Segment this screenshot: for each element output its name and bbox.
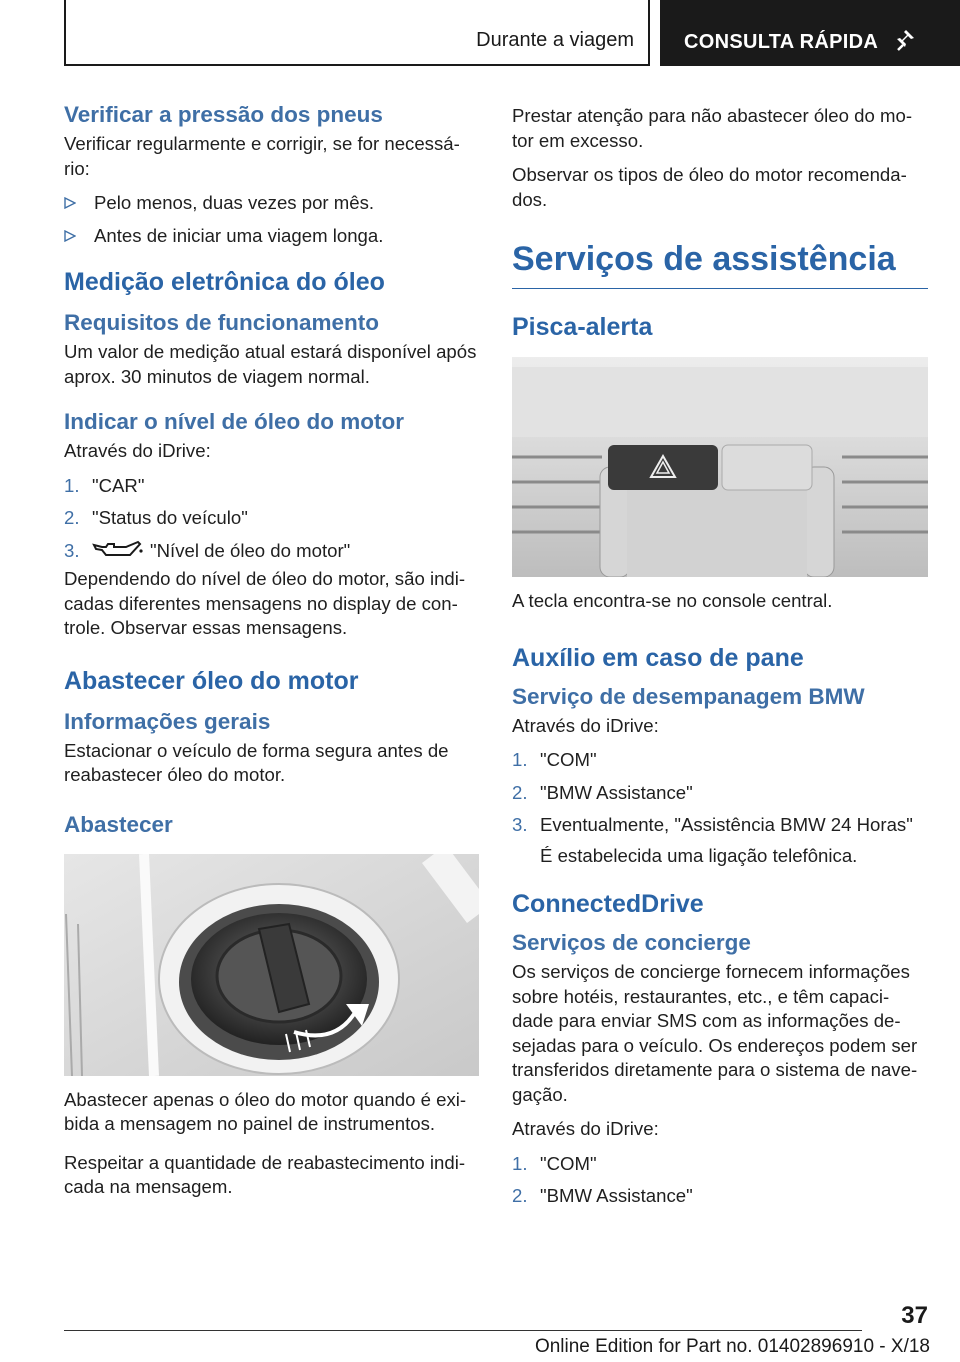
list-item (512, 1184, 928, 1209)
step-text: "Status do veículo" (92, 507, 248, 528)
step-number: 1. (512, 1152, 528, 1174)
step-number: 3. (64, 539, 80, 561)
step-text: Eventualmente, "Assistência BMW 24 Horas" (540, 814, 913, 835)
footer-divider (64, 1330, 862, 1331)
step-number: 3. (512, 814, 528, 835)
oil-filler-cap-photo (64, 854, 479, 1076)
bmw-breakdown-steps (512, 748, 928, 838)
step-number: 2. (512, 1185, 528, 1206)
concierge-heading: Serviços de concierge (512, 930, 751, 955)
step-text: "COM" (540, 749, 597, 770)
section-title: Durante a viagem (476, 29, 634, 51)
page-header (0, 0, 960, 66)
right-column (512, 100, 928, 1217)
connecteddrive-heading: ConnectedDrive (512, 890, 704, 918)
list-item (64, 474, 479, 499)
list-item (64, 191, 479, 216)
hazard-lights-heading: Pisca-alerta (512, 313, 653, 341)
refill-text-1: Abastecer apenas o óleo do motor quando é exi-bida a mensagem no painel de instrumentos. (64, 1088, 467, 1134)
left-column (64, 100, 479, 1200)
oil-types-text: Observar os tipos de óleo do motor recomenda-dos. (512, 164, 907, 210)
tire-pressure-list (64, 191, 479, 248)
refill-heading: Abastecer (64, 811, 173, 837)
quick-reference-label: CONSULTA RÁPIDA (684, 31, 879, 53)
list-item (64, 506, 479, 531)
step-number: 1. (512, 749, 528, 770)
step-number: 1. (64, 474, 80, 496)
refill-text-2: Respeitar a quantidade de reabastecimento indi-cada na mensagem. (64, 1151, 466, 1197)
bmw-breakdown-result: É estabelecida uma ligação telefônica. (540, 844, 858, 866)
bmw-breakdown-heading: Serviço de desempanagem BMW (512, 683, 865, 709)
step-text: "CAR" (92, 474, 145, 496)
concierge-intro: Através do iDrive: (512, 1118, 659, 1139)
bmw-breakdown-intro: Através do iDrive: (512, 714, 659, 736)
concierge-steps (512, 1152, 928, 1209)
section-tab (64, 0, 650, 66)
list-item (64, 224, 479, 249)
list-item (512, 1152, 928, 1177)
step-number: 2. (64, 507, 80, 528)
step-text: "Nível de óleo do motor" (150, 539, 351, 561)
tire-pressure-heading: Verificar a pressão dos pneus (64, 102, 383, 127)
tire-pressure-text: Verificar regularmente e corrigir, se for necessá-rio: (64, 133, 460, 179)
step-text: "COM" (540, 1152, 597, 1174)
step-number: 2. (512, 781, 528, 803)
requirements-heading: Requisitos de funcionamento (64, 310, 380, 335)
assistance-services-heading: Serviços de assistência (512, 238, 928, 289)
list-item-text: Pelo menos, duas vezes por mês. (94, 192, 375, 213)
concierge-text: Os serviços de concierge fornecem informações sobre hotéis, restaurantes, etc., e têm capaci-dade para enviar SMS com as informações de-sejadas para o veículo. Os endereços podem ser transferidos diretamente para o sistema de nave-gação. (512, 961, 918, 1105)
oil-can-icon (92, 539, 144, 561)
step-text: "BMW Assistance" (540, 1185, 693, 1206)
overfill-warning-text: Prestar atenção para não abastecer óleo do mo-tor em excesso. (512, 105, 913, 151)
triangle-bullet-icon (64, 197, 76, 209)
oil-level-intro: Através do iDrive: (64, 440, 211, 461)
oil-level-heading: Indicar o nível de óleo do motor (64, 409, 405, 434)
general-info-heading: Informações gerais (64, 708, 271, 734)
list-item (512, 748, 928, 773)
list-item (512, 781, 928, 806)
list-item (512, 813, 928, 838)
edition-info: Online Edition for Part no. 01402896910 - X/18 (534, 1336, 930, 1357)
quick-reference-icon (894, 28, 920, 54)
oil-measurement-heading: Medição eletrônica do óleo (64, 268, 385, 296)
hazard-button-photo (512, 357, 928, 577)
oil-level-text: Dependendo do nível de óleo do motor, são indi-cadas diferentes mensagens no display de con-trole. Observar essas mensagens. (64, 568, 466, 638)
quick-reference-tab (660, 0, 960, 66)
list-item (64, 539, 479, 564)
requirements-text: Um valor de medição atual estará disponível após aprox. 30 minutos de viagem normal. (64, 341, 477, 387)
oil-level-steps (64, 474, 479, 564)
general-info-text: Estacionar o veículo de forma segura antes de reabastecer óleo do motor. (64, 739, 449, 785)
refill-oil-heading: Abastecer óleo do motor (64, 666, 359, 695)
breakdown-help-heading: Auxílio em caso de pane (512, 643, 804, 672)
triangle-bullet-icon (64, 230, 76, 242)
hazard-text: A tecla encontra-se no console central. (512, 590, 833, 611)
page-number: 37 (901, 1302, 928, 1329)
list-item-text: Antes de iniciar uma viagem longa. (94, 224, 384, 246)
step-text: "BMW Assistance" (540, 781, 693, 803)
